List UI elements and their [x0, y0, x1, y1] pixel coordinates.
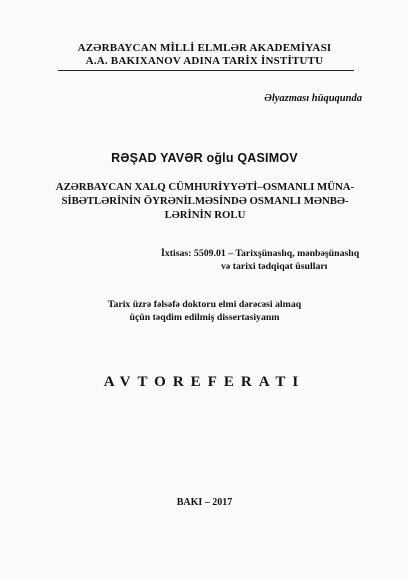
document-type-heading: AVTOREFERATI: [103, 374, 306, 390]
institute-name-line: A.A. BAKIXANOV ADINA TARİX İNSTİTUTU: [85, 55, 324, 67]
title-line: AZƏRBAYCAN XALQ CÜMHURİYYƏTİ–OSMANLI MÜNA-: [55, 181, 355, 193]
institution-header: [0, 42, 409, 68]
degree-statement: [0, 298, 409, 324]
title-line: LƏRİNİN ROLU: [164, 209, 246, 221]
header-divider: [58, 70, 354, 71]
degree-line: üçün təqdim edilmiş dissertasiyanın: [129, 312, 280, 323]
specialty-line: İxtisas: 5509.01 – Tarixşünaslıq, mənbəşünaslıq: [161, 248, 360, 259]
author-name: RƏŞAD YAVƏR oğlu QASIMOV: [111, 151, 298, 165]
specialty-info: [161, 247, 359, 273]
place-and-year: BAKI – 2017: [176, 497, 233, 508]
dissertation-title: [30, 180, 380, 222]
degree-line: Tarix üzrə fəlsəfə doktoru elmi dərəcəsi almaq: [107, 299, 302, 310]
institution-name-line: AZƏRBAYCAN MİLLİ ELMLƏR AKADEMİYASI: [77, 42, 332, 54]
rights-note: Əlyazması hüququnda: [264, 93, 362, 104]
title-line: SİBƏTLƏRİNİN ÖYRƏNİLMƏSİNDƏ OSMANLI MƏNBƏ-: [61, 195, 349, 207]
specialty-line: və tarixi tədqiqat üsulları: [221, 261, 328, 272]
